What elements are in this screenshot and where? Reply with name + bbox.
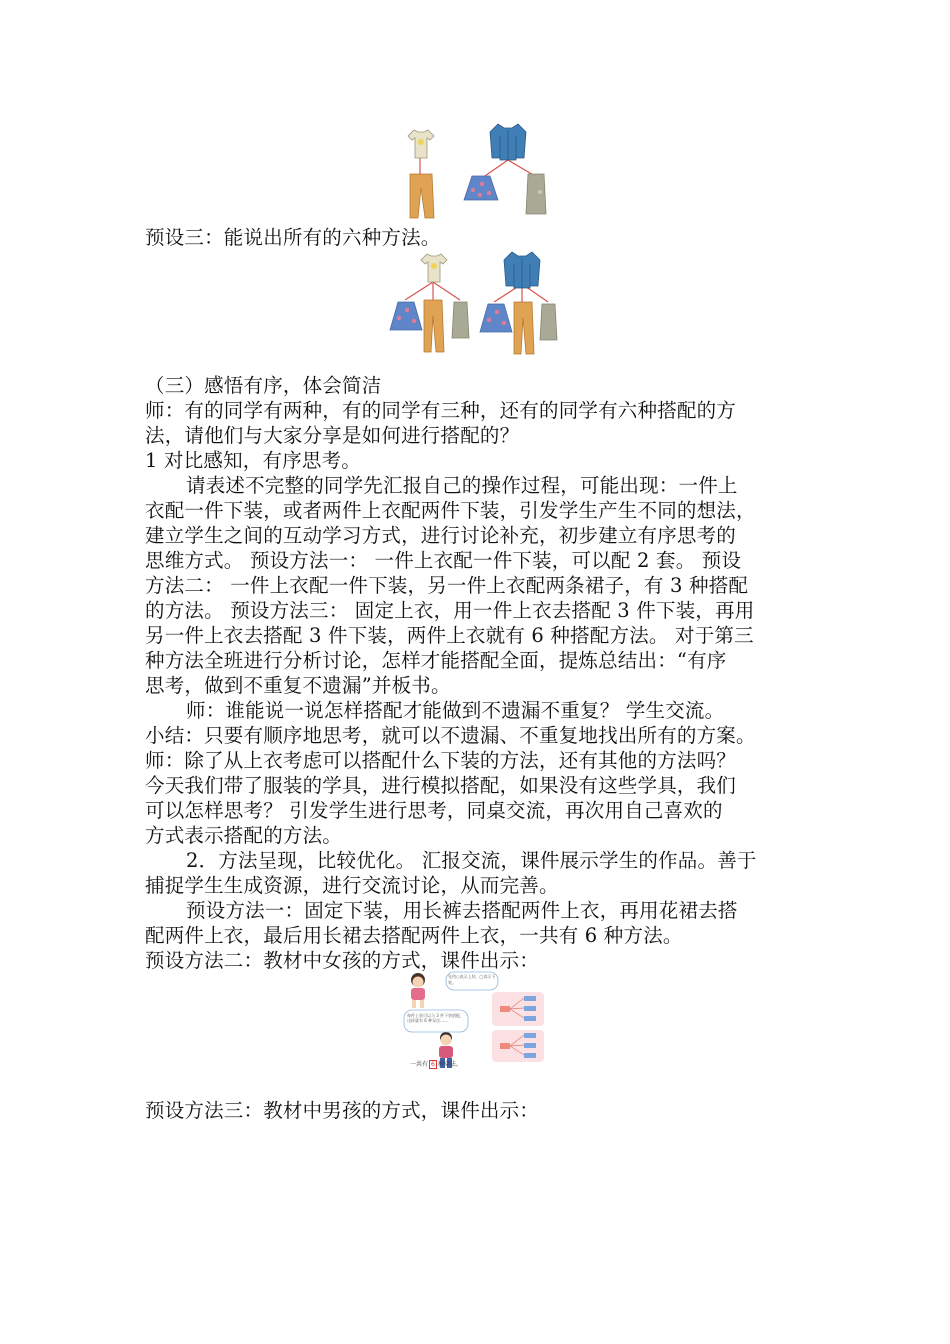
paragraph-line: 2．方法呈现，比较优化。 汇报交流，课件展示学生的作品。善于 [186,849,757,872]
pants-icon [514,302,534,354]
floral-skirt-icon [464,176,498,200]
paragraph-line: 今天我们带了服装的学具，进行模拟搭配，如果没有这些学具，我们 [145,774,737,797]
paragraph-line: 捕捉学生生成资源，进行交流讨论，从而完善。 [145,874,559,897]
figure-caption [410,1061,462,1069]
girl-icon [411,973,425,1008]
paragraph-line: 师：谁能说一说怎样搭配才能做到不遗漏不重复？ 学生交流。 [186,699,725,722]
tshirt-icon [421,254,447,282]
pairing-panel-bottom [492,1030,544,1062]
pants-icon [410,174,434,218]
long-skirt-icon [526,174,546,214]
paragraph-line: 师：除了从上衣考虑可以搭配什么下装的方法，还有其他的方法吗？ [145,749,737,772]
paragraph-line: 配两件上衣，最后用长裙去搭配两件上衣，一共有 6 种方法。 [145,924,683,947]
connector-lines [420,158,535,178]
paragraph-line: 预设三：能说出所有的六种方法。 [145,226,441,249]
caption-suffix: 种穿法。 [437,1061,462,1068]
paragraph-line: 请表述不完整的同学先汇报自己的操作过程，可能出现：一件上 [186,474,738,497]
pants-icon [424,300,444,352]
textbook-figure-girl [402,970,552,1070]
bubble-mid-text: 每件上装可以与 3 件下装搭配，这样就有 6 种穿法…… [407,1013,465,1023]
paragraph-line: 可以怎样思考？ 引发学生进行思考，同桌交流，再次用自己喜欢的 [145,799,723,822]
paragraph-line: 预设方法一：固定下装，用长裤去搭配两件上衣，再用花裙去搭 [186,899,738,922]
paragraph-line: 思维方式。 预设方法一： 一件上衣配一件下装，可以配 2 套。 预设 [145,549,742,572]
paragraph-line: 法，请他们与大家分享是如何进行搭配的？ [145,424,520,447]
jacket-icon [504,252,540,288]
paragraph-line: 方式表示搭配的方法。 [145,824,343,847]
section-heading: （三）感悟有序，体会简洁 [145,374,382,397]
long-skirt-icon [540,304,557,340]
paragraph-line: 小结：只要有顺序地思考，就可以不遗漏、不重复地找出所有的方案。 [145,724,756,747]
paragraph-line: 1 对比感知，有序思考。 [145,449,362,472]
long-skirt-icon [452,302,469,338]
caption-count: 6 [431,1061,435,1068]
pairing-panel-top [492,992,544,1026]
paragraph-line: 的方法。 预设方法三： 固定上衣，用一件上衣去搭配 3 件下装，再用 [145,599,755,622]
paragraph-line: 种方法全班进行分析讨论，怎样才能搭配全面，提炼总结出：“有序 [145,649,727,672]
figure-partial-pairing [400,120,560,220]
bubble-top-text: 先用○表示上装，□表示下装。 [448,974,496,985]
floral-skirt-icon [480,304,512,332]
paragraph-line: 思考，做到不重复不遗漏”并板书。 [145,674,451,697]
paragraph-line: 预设方法二：教材中女孩的方式，课件出示： [145,949,540,972]
figure-six-pairings [388,250,568,358]
tshirt-icon [408,130,434,158]
paragraph-line: 另一件上衣去搭配 3 件下装，两件上衣就有 6 种搭配方法。 对于第三 [145,624,754,647]
paragraph-line: 衣配一件下装，或者两件上衣配两件下装，引发学生产生不同的想法， [145,499,756,522]
floral-skirt-icon [390,302,422,330]
paragraph-line: 预设方法三：教材中男孩的方式，课件出示： [145,1099,540,1122]
caption-prefix: 一共有 [410,1061,429,1068]
jacket-icon [490,124,526,160]
paragraph-line: 方法二： 一件上衣配一件下装，另一件上衣配两条裙子，有 3 种搭配 [145,574,749,597]
paragraph-line: 师：有的同学有两种，有的同学有三种，还有的同学有六种搭配的方 [145,399,737,422]
paragraph-line: 建立学生之间的互动学习方式，进行讨论补充，初步建立有序思考的 [145,524,737,547]
